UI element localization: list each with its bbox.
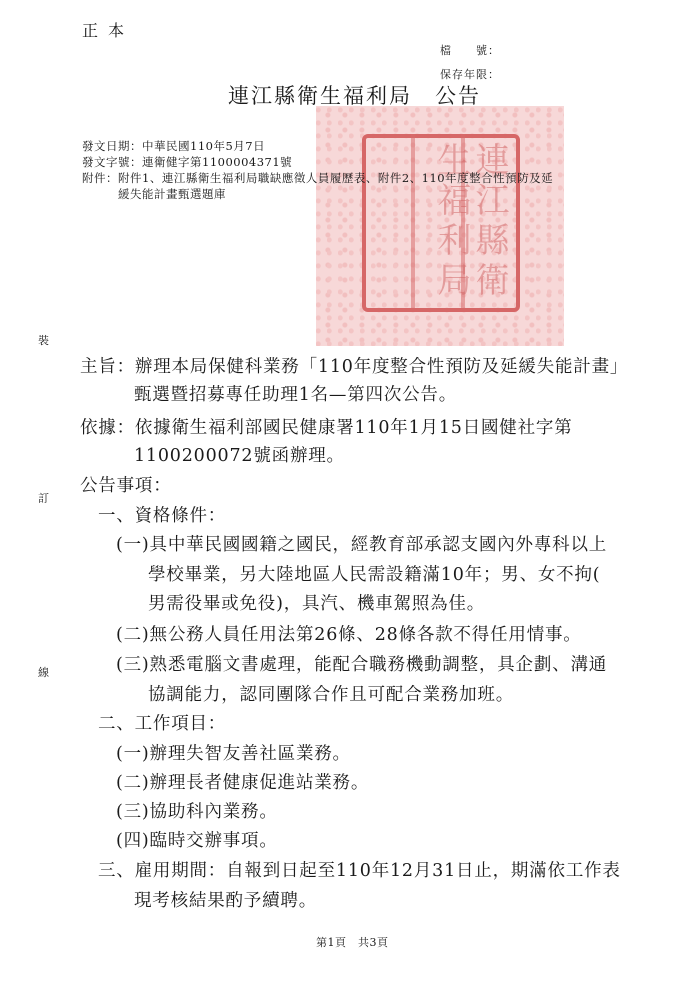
notice-heading: 公告事項： <box>80 476 172 496</box>
list-item-continuation: 男需役畢或免役)，具汽、機車駕照為佳。 <box>148 594 486 614</box>
list-item: (一)具中華民國國籍之國民，經教育部承認支國內外專科以上 <box>116 535 608 555</box>
list-item: (四)臨時交辦事項。 <box>116 831 278 851</box>
binding-mark: 裝 <box>38 334 49 347</box>
official-seal <box>316 106 564 346</box>
copy-mark: 正本 <box>82 21 135 40</box>
document-number: 發文字號：連衛健字第1100004371號 <box>82 155 293 169</box>
subject-line: 甄選暨招募專任助理1名—第四次公告。 <box>134 385 458 405</box>
list-item: (三)協助科內業務。 <box>116 802 278 822</box>
list-item: (一)辦理失智友善社區業務。 <box>116 744 351 764</box>
binding-mark: 訂 <box>38 492 49 505</box>
basis-line: 1100200072號函辦理。 <box>134 446 345 466</box>
subject-line: 主旨：辦理本局保健科業務「110年度整合性預防及延緩失能計畫」 <box>80 357 629 377</box>
basis-line: 依據：依據衛生福利部國民健康署110年1月15日國健社字第 <box>80 418 573 438</box>
list-item-continuation: 協調能力，認同團隊合作且可配合業務加班。 <box>148 685 514 705</box>
section-heading: 二、工作項目： <box>98 714 227 734</box>
section-heading: 三、雇用期間：自報到日起至110年12月31日止，期滿依工作表 <box>98 861 621 881</box>
list-item: (二)無公務人員任用法第26條、28條各款不得任用情事。 <box>116 625 582 645</box>
attachments-line: 緩失能計畫甄選題庫 <box>118 187 226 201</box>
list-item-continuation: 學校畢業，另大陸地區人民需設籍滿10年；男、女不拘( <box>148 565 601 585</box>
list-item: (二)辦理長者健康促進站業務。 <box>116 773 370 793</box>
section-heading: 一、資格條件： <box>98 506 227 526</box>
seal-text: 連江縣衛生福利局 <box>431 142 509 302</box>
page-number: 第1頁 共3頁 <box>316 936 389 949</box>
document-title: 連江縣衛生福利局 公告 <box>228 84 481 108</box>
list-item: (三)熟悉電腦文書處理，能配合職務機動調整，具企劃、溝通 <box>116 655 608 675</box>
issue-date: 發文日期：中華民國110年5月7日 <box>82 139 266 153</box>
retention-period-label: 保存年限： <box>440 68 500 81</box>
file-number-label: 檔 號： <box>440 44 500 57</box>
binding-mark: 線 <box>38 666 49 679</box>
attachments-line: 附件：附件1、連江縣衛生福利局職缺應徵人員履歷表、附件2、110年度整合性預防及延 <box>82 171 554 185</box>
section-continuation: 現考核結果酌予續聘。 <box>134 891 317 911</box>
